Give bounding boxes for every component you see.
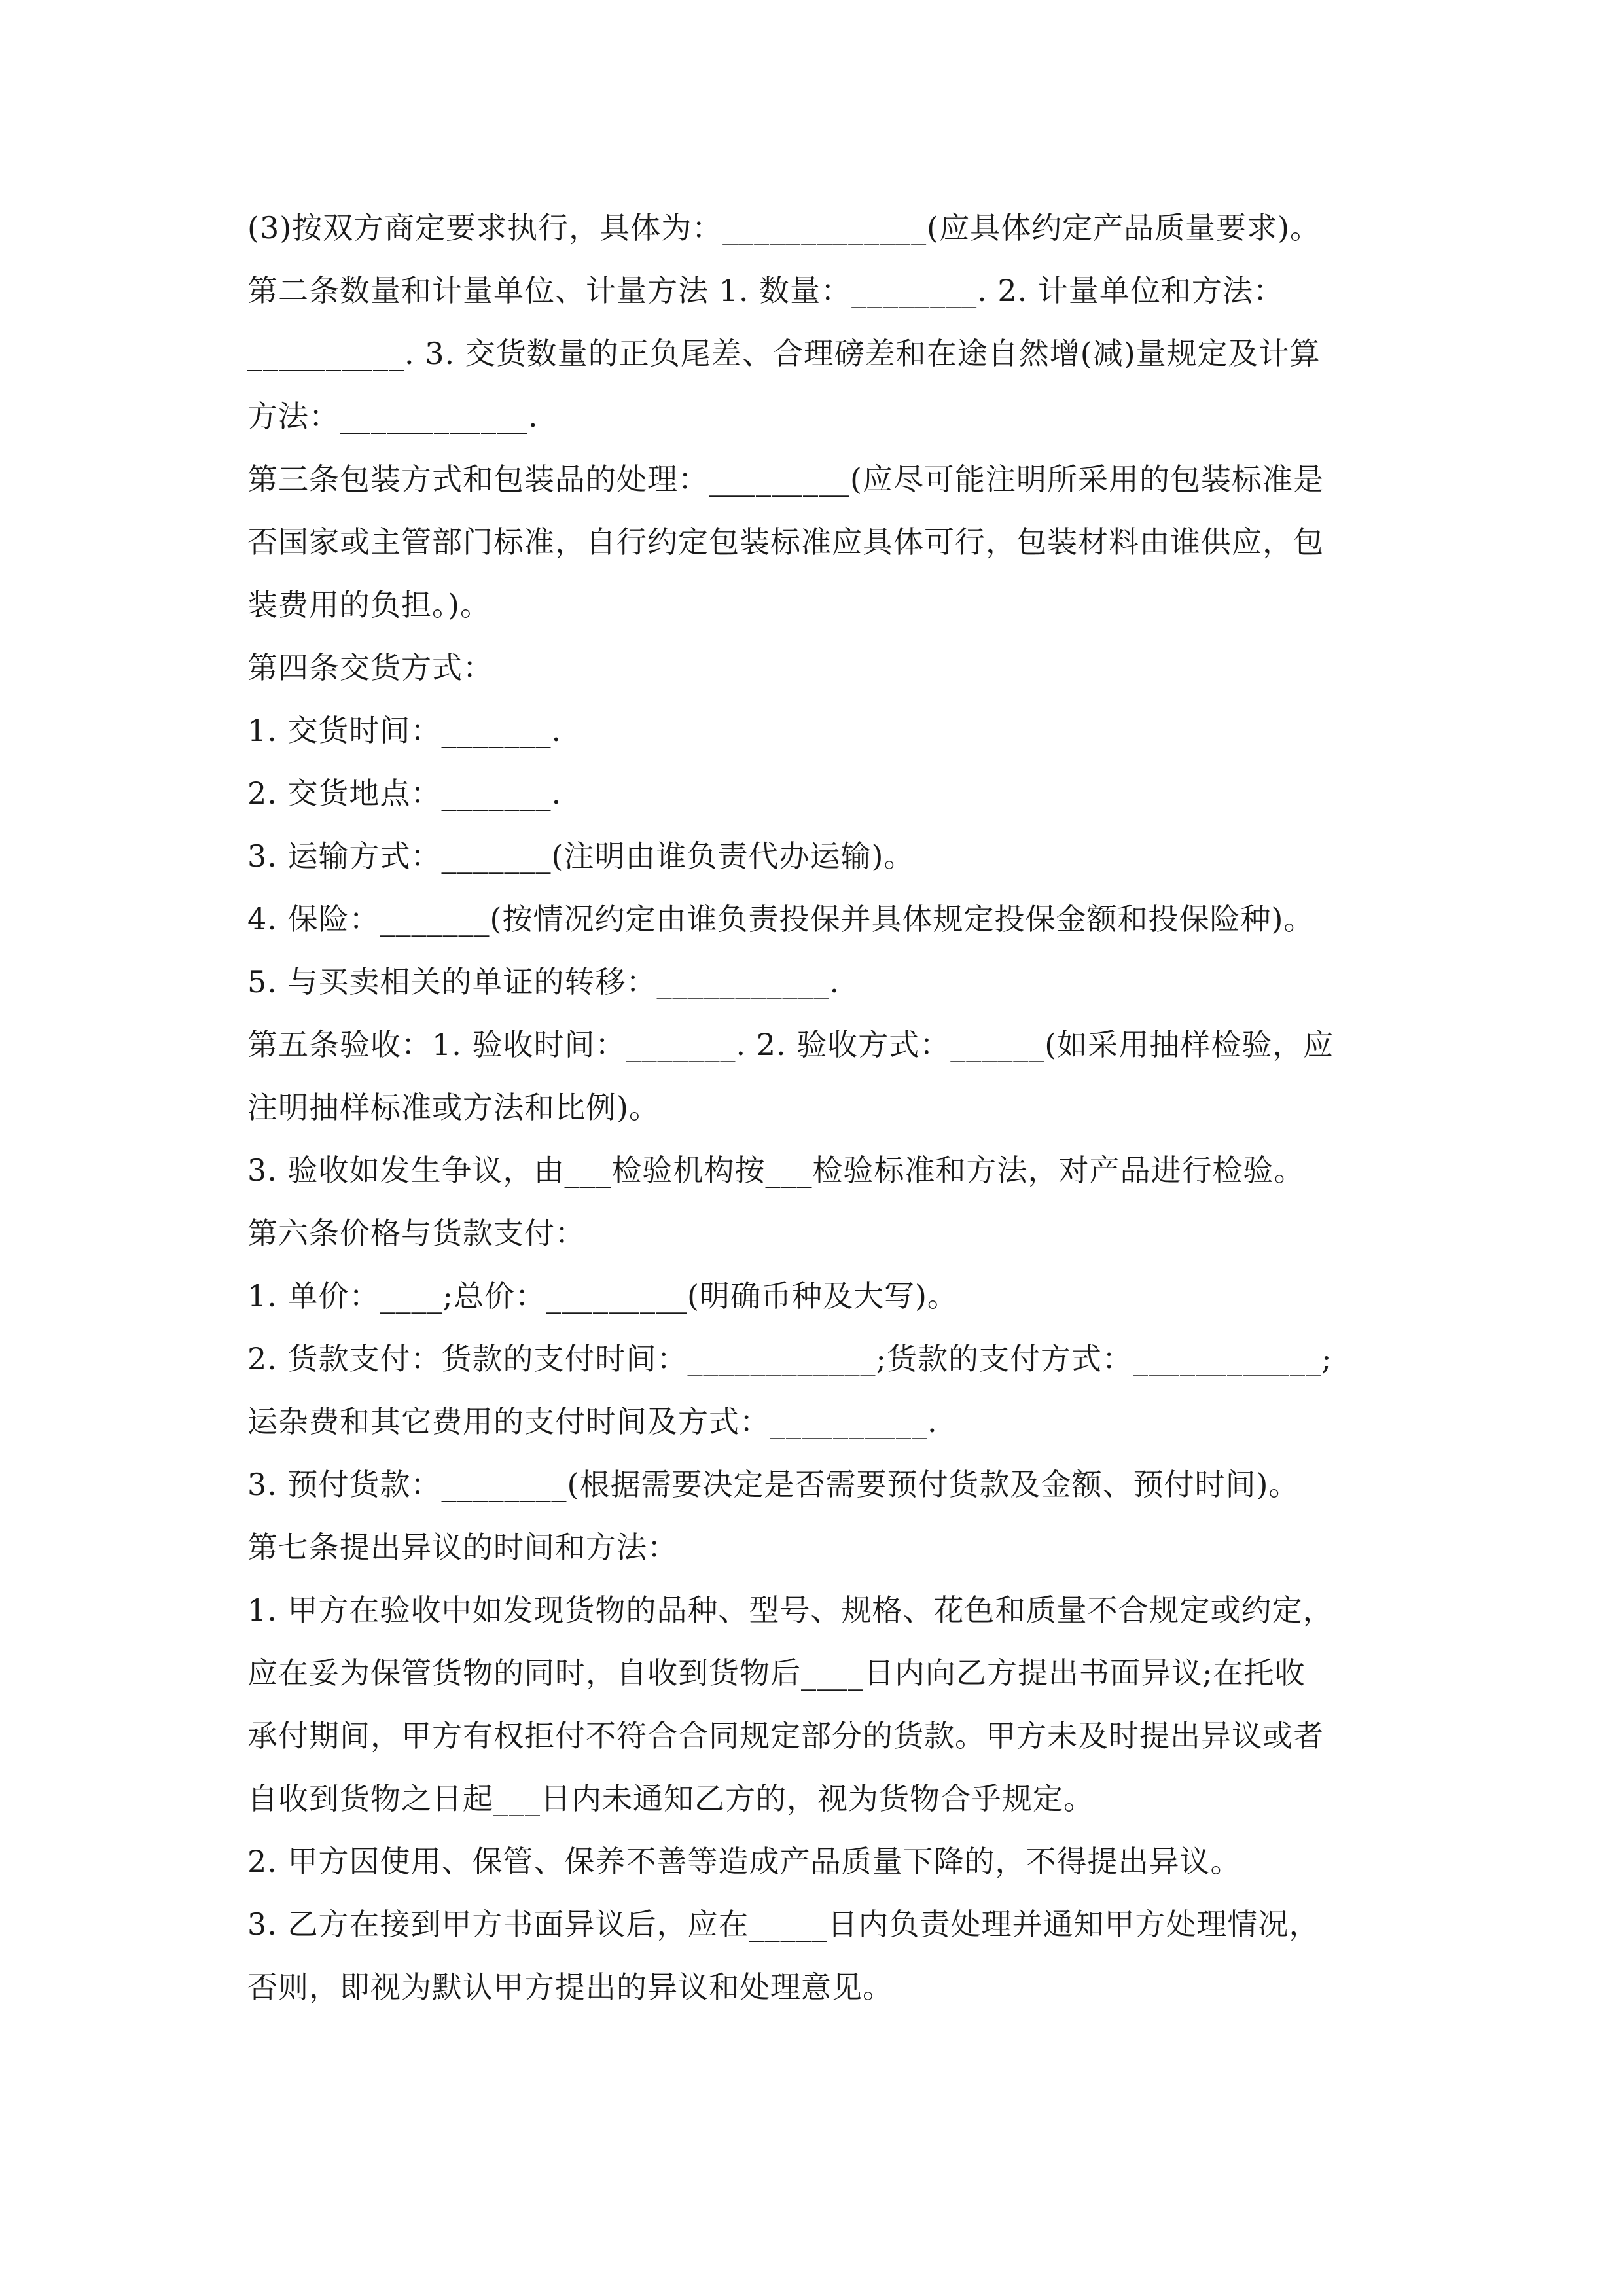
clause-line-delivery-place: 2. 交货地点：_______.	[247, 776, 562, 811]
clause-line-quality: (3)按双方商定要求执行，具体为：_____________(应具体约定产品质量要求)。	[247, 210, 1321, 245]
clause-line-transport: 3. 运输方式：_______(注明由谁负责代办运输)。	[247, 838, 915, 874]
clause-line-objection-1-cont2: 承付期间，甲方有权拒付不符合合同规定部分的货款。甲方未及时提出异议或者	[247, 1718, 1324, 1753]
clause-heading-article7: 第七条提出异议的时间和方法：	[247, 1530, 678, 1565]
clause-line-article5-title: 第五条验收：1. 验收时间：_______. 2. 验收方式：______(如采用抽样检验，应	[247, 1027, 1334, 1062]
clause-line-article3-cont: 否国家或主管部门标准，自行约定包装标准应具体可行，包装材料由谁供应，包	[247, 524, 1324, 560]
clause-line-payment-cont: 运杂费和其它费用的支付时间及方式：__________.	[247, 1404, 938, 1439]
clause-line-article2-title: 第二条数量和计量单位、计量方法 1. 数量：________. 2. 计量单位和方法：	[247, 273, 1284, 308]
clause-line-article3-title: 第三条包装方式和包装品的处理：_________(应尽可能注明所采用的包装标准是	[247, 461, 1324, 497]
clause-line-payment: 2. 货款支付：货款的支付时间：____________;货款的支付方式：____________;	[247, 1341, 1332, 1376]
contract-page-body	[247, 196, 1393, 2018]
clause-line-objection-3-end: 否则，即视为默认甲方提出的异议和处理意见。	[247, 1969, 893, 2005]
clause-line-objection-1-cont: 应在妥为保管货物的同时，自收到货物后____日内向乙方提出书面异议;在托收	[247, 1655, 1306, 1691]
clause-heading-article4: 第四条交货方式：	[247, 650, 493, 685]
clause-line-article2-cont: __________. 3. 交货数量的正负尾差、合理磅差和在途自然增(减)量规定及计算	[247, 336, 1321, 371]
clause-line-delivery-time: 1. 交货时间：_______.	[247, 713, 562, 748]
clause-line-price: 1. 单价：____;总价：_________(明确币种及大写)。	[247, 1278, 958, 1314]
clause-line-article3-end: 装费用的负担。)。	[247, 587, 491, 622]
clause-line-objection-3: 3. 乙方在接到甲方书面异议后，应在_____日内负责处理并通知甲方处理情况，	[247, 1907, 1320, 1942]
clause-line-prepayment: 3. 预付货款：________(根据需要决定是否需要预付货款及金额、预付时间)。	[247, 1467, 1300, 1502]
clause-line-insurance: 4. 保险：_______(按情况约定由谁负责投保并具体规定投保金额和投保险种)。	[247, 901, 1315, 937]
clause-line-objection-1-end: 自收到货物之日起___日内未通知乙方的，视为货物合乎规定。	[247, 1781, 1094, 1816]
clause-line-inspection-dispute: 3. 验收如发生争议，由___检验机构按___检验标准和方法，对产品进行检验。	[247, 1153, 1305, 1188]
clause-line-objection-2: 2. 甲方因使用、保管、保养不善等造成产品质量下降的，不得提出异议。	[247, 1844, 1241, 1879]
clause-line-objection-1: 1. 甲方在验收中如发现货物的品种、型号、规格、花色和质量不合规定或约定，	[247, 1592, 1334, 1628]
clause-line-article5-cont: 注明抽样标准或方法和比例)。	[247, 1090, 660, 1125]
clause-heading-article6: 第六条价格与货款支付：	[247, 1215, 586, 1251]
clause-line-article2-method: 方法：____________.	[247, 399, 539, 434]
clause-line-documents: 5. 与买卖相关的单证的转移：___________.	[247, 964, 840, 999]
